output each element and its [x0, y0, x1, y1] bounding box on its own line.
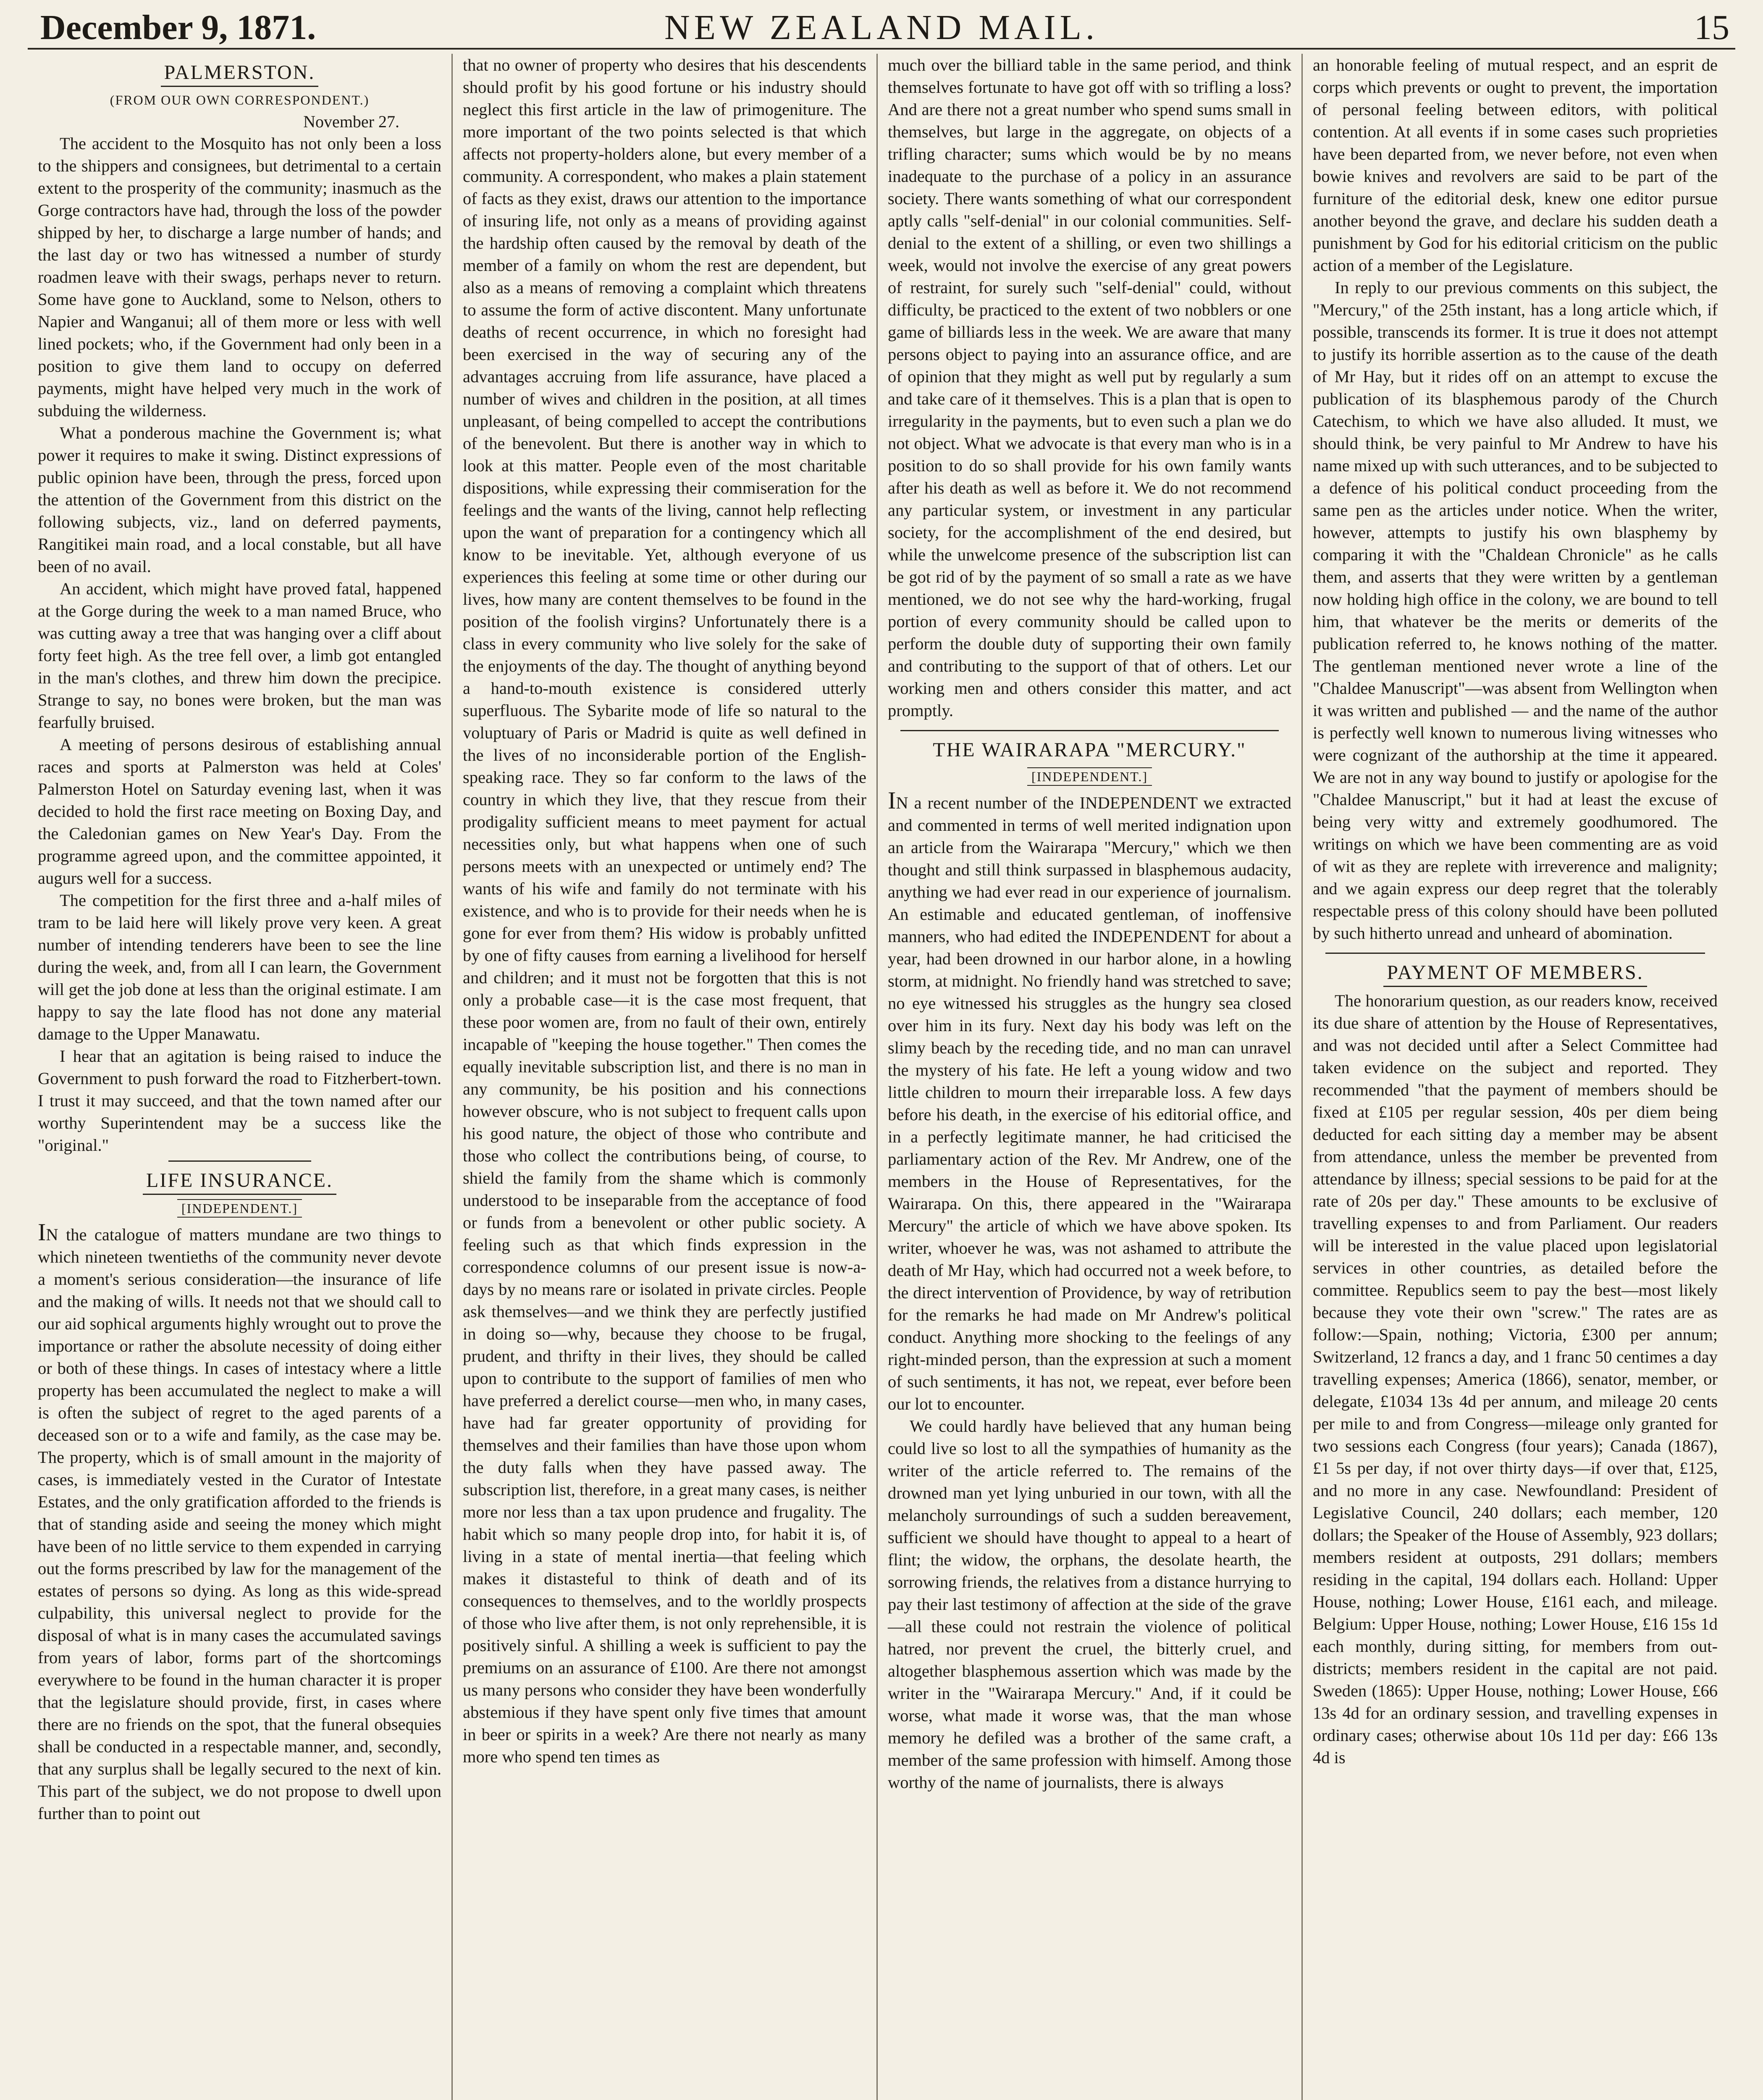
- article-heading-palmerston: PALMERSTON.: [38, 60, 441, 87]
- drop-capital: I: [38, 1218, 46, 1246]
- paragraph: much over the billiard table in the same period, and think themselves fortunate to have got off with so trifling a loss? And are there not a great number who spend sums small in themselves, but large in the aggregate, on objects of a trifling character; sums which would be by no means inadequate to the purchase of a policy in an assurance society. There wants something of what our correspondent aptly calls "self-denial" in our colonial communities. Self-denial to the extent of a shilling, or even two shillings a week, would not involve the exercise of any great powers of restraint, for surely such "self-denial" could, without difficulty, be practiced to the extent of two nobblers or one game of billiards less in the week. We are aware that many persons object to paying into an assurance office, and are of opinion that they might as well put by regularly a sum and take care of it themselves. This is a plan that is open to irregularity in the payments, but to even such a plan we do not object. What we advocate is that every man who is in a position to do so shall provide for his own family wants after his death as well as before it. We do not recommend any particular system, or investment in any particular society, for the accomplishment of the end desired, but while the unwelcome presence of the subscription list can be got rid of by the payment of so small a rate as we have mentioned, we do not see why the hard-working, frugal portion of every community should be called upon to perform the double duty of supporting their own family and contributing to the support of that of others. Let our working men and others consider this matter, and act promptly.: [888, 55, 1291, 720]
- article-dateline: November 27.: [303, 112, 399, 131]
- column-3: [878, 54, 1303, 2100]
- paragraph: I hear that an agitation is being raised to induce the Government to push forward the road to Fitzherbert-town. I trust it may succeed, and that the town named after our worthy Superintendent may be a success like the "original.": [38, 1047, 441, 1155]
- masthead: [28, 8, 1735, 50]
- paragraph: The honorarium question, as our readers know, received its due share of attention by the House of Representatives, and was not decided until after a Select Committee had taken evidence on the subject and reported. They recommended "that the payment of members should be fixed at £105 per regular session, 40s per diem being deducted for each sitting day a member may be absent from attendance, unless the member be prevented from attendance by illness; special sessions to be paid for at the rate of 20s per day." These amounts to be exclusive of travelling expenses to and from Parliament. Our readers will be interested in the value placed upon legislatorial services in other countries, as detailed before the committee. Republics seem to pay the best—most likely because they vote their own "screw." The rates are as follow:—Spain, nothing; Victoria, £300 per annum; Switzerland, 12 francs a day, and 1 franc 50 centimes a day travelling expenses; America (1866), senator, member, or delegate, £1034 13s 4d per annum, and mileage 20 cents per mile to and from Congress—mileage only granted for two sessions each Congress (four years); Canada (1867), £1 5s per day, if not over thirty days—if over that, £125, and no more in any case. Newfoundland: President of Legislative Council, 240 dollars; each member, 120 dollars; the Speaker of the House of Assembly, 923 dollars; members resident at outposts, 291 dollars; members residing in the capital, 194 dollars each. Holland: Upper House, nothing; Lower House, £161 each, and mileage. Belgium: Upper House, nothing; Lower House, £16 15s 1d each monthly, during sitting, for members from out-districts; members resident in the capital are not paid. Sweden (1865): Upper House, nothing; Lower House, £66 13s 4d for an ordinary session, and travelling expenses in ordinary cases; otherwise about 10s 11d per day: £66 13s 4d is: [1313, 991, 1718, 1767]
- article-columns: [28, 54, 1735, 2100]
- paragraph: The competition for the first three and a-half miles of tram to be laid here will likely prove very keen. A great number of intending tenderers have been to see the line during the week, and, from all I can learn, the Government will get the job done at less than the original estimate. I am happy to say the late flood has not done any material damage to the Upper Manawatu.: [38, 891, 441, 1043]
- paragraph: that no owner of property who desires that his descendents should profit by his good fortune or his industry should neglect this first article in the law of primogeniture. The more important of the two points selected is that which affects not property-holders alone, but every member of a community. A correspondent, who makes a plain statement of facts as they exist, draws our attention to the importance of insuring life, not only as a means of providing against the hardship often caused by the removal by death of the member of a family on whom the rest are dependent, but also as a means of removing a complaint which threatens to assume the form of active discontent. Many unfortunate deaths of recent occurrence, in which no foresight had been exercised in the way of securing any of the advantages accruing from life assurance, have placed a number of wives and children in the position, at all times unpleasant, of being compelled to accept the contributions of the benevolent. But there is another way in which to look at this matter. People even of the most charitable dispositions, while expressing their commiseration for the feelings and the wants of the living, cannot help reflecting upon the want of preparation for a contingency which all know to be inevitable. Yet, although everyone of us experiences this feeling at some time or other during our lives, how many are content themselves to be found in the position of the foolish virgins? Unfortunately there is a class in every community who live solely for the sake of the enjoyments of the day. The thought of anything beyond a hand-to-mouth existence is considered utterly superfluous. The Sybarite mode of life so natural to the voluptuary of Paris or Madrid is quite as well defined in the lives of no inconsiderable portion of the English-speaking race. They so far conform to the laws of the country in which they live, that they rescue from their prodigality sufficient means to meet payment for actual necessities only, but what happens when one of such persons meets with an unexpected or untimely end? The wants of his wife and family do not terminate with his existence, and who is to provide for their needs when he is gone for ever from them? His widow is probably unfitted by one of fifty causes from earning a livelihood for herself and children; and it must not be forgotten that this is not only a probable case—it is the case most frequent, that these poor women are, from no fault of their own, entirely incapable of "keeping the house together." Then comes the equally inevitable subscription list, and there is no man in any community, be his position and his connections however obscure, who is not subject to frequent calls upon his good nature, the object of those who contribute and those who collect the contributions being, of course, to shield the family from the shame which is commonly understood to be inseparable from the acceptance of food or funds from a benevolent or other public society. A feeling such as that which finds expression in the correspondence columns of our present issue is now-a-days by no means rare or isolated in private circles. People ask themselves—and we think they are perfectly justified in doing so—why, because they choose to be frugal, prudent, and thrifty in their lives, they should be called upon to contribute to the support of families of men who have preferred a derelict course—men who, in many cases, have had far greater opportunity of providing for themselves and their families than have those upon whom the duty falls when they have passed away. The subscription list, therefore, in a great many cases, is neither more nor less than a tax upon prudence and frugality. The habit which so many people drop into, for habit it is, of living in a state of mental inertia—that feeling which makes it distasteful to think of death and of its consequences to themselves, and to the worldly prospects of those who live after them, is not only reprehensible, it is positively sinful. A shilling a week is sufficient to pay the premiums on an assurance of £100. Are there not amongst us many persons who consider they have been wonderfully abstemious if they have spent only five times that amount in beer or spirits in a week? Are there not nearly as many more who spend ten times as: [463, 55, 866, 1766]
- column-2: [453, 54, 878, 2100]
- paragraph: What a ponderous machine the Government is; what power it requires to make it swing. Distinct expressions of public opinion have been, through the press, forced upon the attention of the Government from this district on the following subjects, viz., land on deferred payments, Rangitikei main road, and a local constable, but all have been of no avail.: [38, 423, 441, 576]
- drop-capital: I: [888, 787, 896, 814]
- paragraph: [38, 1218, 441, 1824]
- article-source: (FROM OUR OWN CORRESPONDENT.): [110, 92, 370, 108]
- issue-date: December 9, 1871.: [40, 8, 316, 47]
- paragraph: The accident to the Mosquito has not only been a loss to the shippers and consignees, but detrimental to a certain extent to the prosperity of the community; inasmuch as the Gorge contractors have had, through the loss of the powder shipped by her, to discharge a large number of hands; and the last day or two has witnessed a number of sturdy roadmen leave with their swags, perhaps never to return. Some have gone to Auckland, some to Nelson, others to Napier and Wanganui; all of them more or less with well lined pockets; who, if the Government had only been in a position to give them land to occupy on deferred payments, might have helped very much in the work of subduing the wilderness.: [38, 134, 441, 420]
- paragraph: A meeting of persons desirous of establishing annual races and sports at Palmerston was held at Coles' Palmerston Hotel on Saturday evening last, when it was decided to hold the first race meeting on Boxing Day, and the Caledonian games on New Year's Day. From the programme agreed upon, and the committee appointed, it augurs well for a success.: [38, 735, 441, 887]
- article-source: [INDEPENDENT.]: [1027, 767, 1152, 786]
- paragraph: An accident, which might have proved fatal, happened at the Gorge during the week to a man named Bruce, who was cutting away a tree that was hanging over a cliff about forty feet high. As the tree fell over, a limb got entangled in the man's clothes, and threw him down the precipice. Strange to say, no bones were broken, but the man was fearfully bruised.: [38, 579, 441, 732]
- paragraph: an honorable feeling of mutual respect, and an esprit de corps which prevents or ought to prevent, the importation of personal feeling between editors, with political contention. At all events if in some cases such proprieties have been departed from, we never before, not even when bowie knives and revolvers are said to be part of the furniture of the editorial desk, knew one editor pursue another beyond the grave, and declare his sudden death a punishment by God for his editorial criticism on the public action of a member of the Legislature.: [1313, 55, 1718, 275]
- article-heading-wairarapa-mercury: THE WAIRARAPA "MERCURY.": [933, 739, 1246, 761]
- article-source: [INDEPENDENT.]: [177, 1199, 302, 1218]
- paragraph: In reply to our previous comments on this subject, the "Mercury," of the 25th instant, has a long article which, if possible, transcends its former. It is true it does not attempt to justify its horrible assertion as to the cause of the death of Mr Hay, but it rides off on an attempt to excuse the publication of its blasphemous parody of the Church Catechism, to which we have also alluded. It must, we should think, be very painful to Mr Andrew to have his name mixed up with such utterances, and to be subjected to a defence of his political conduct proceeding from the same pen as the articles under notice. When the writer, however, attempts to justify his own blasphemy by comparing it with the "Chaldean Chronicle" as he calls them, and asserts that they were written by a gentleman now holding high office in the colony, we are bound to tell him, that whatever be the merits or demerits of the publication referred to, he knows nothing of the matter. The gentleman mentioned never wrote a line of the "Chaldee Manuscript"—was absent from Wellington when it was written and published — and the name of the author is perfectly well known to numerous living witnesses who were cognizant of the authorship at the time it appeared. We are not in any way bound to justify or apologise for the "Chaldee Manuscript," but it had at least the excuse of being very witty and extremely goodhumored. The writings on which we have been commenting are as void of wit as they are replete with irreverence and malignity; and we again express our deep regret that the tolerably respectable press of this colony should have been polluted by such hitherto unread and unheard of abomination.: [1313, 278, 1718, 942]
- column-1: [28, 54, 453, 2100]
- article-heading-life-insurance: LIFE INSURANCE.: [38, 1168, 441, 1195]
- lead-text: N the catalogue of matters mundane are two things to which nineteen twentieths of the community never devote a moment's serious consideration—the insurance of life and the making of wills. It needs not that we should call to our aid sophical arguments highly wrought out to prove the importance or rather the absolute necessity of doing either or both of these things. In cases of intestacy where a little property has been accumulated the neglect to make a will is often the subject of regret to the aged parents of a deceased son or to a wife and family, as the case may be. The property, which is of small amount in the majority of cases, is immediately vested in the Curator of Intestate Estates, and the only gratification afforded to the friends is that of standing aside and seeing the money which might have been of no little service to them expended in carrying out the forms prescribed by law for the management of the estates of persons so dying. As long as this wide-spread culpability, this universal neglect to provide for the disposal of what is in many cases the accumulated savings from years of labor, forms part of the shortcomings everywhere to be found in the human character it is proper that the legislature should provide, first, in cases where there are no friends on the spot, that the funeral obsequies shall be conducted in a respectable manner, and, secondly, that any surplus shall be legally secured to the next of kin. This part of the subject, we do not propose to dwell upon further than to point out: [38, 1225, 441, 1823]
- column-4: [1303, 54, 1728, 2100]
- page-number: 15: [1694, 8, 1729, 47]
- article-heading-payment-of-members: PAYMENT OF MEMBERS.: [1313, 960, 1718, 987]
- paragraph: [888, 787, 1291, 1415]
- newspaper-title: NEW ZEALAND MAIL.: [664, 8, 1099, 47]
- section-divider: [900, 730, 1279, 731]
- section-divider: [168, 1160, 311, 1162]
- paragraph: We could hardly have believed that any human being could live so lost to all the sympathies of humanity as the writer of the article referred to. The remains of the drowned man yet lying unburied in our town, with all the melancholy surroundings of such a sudden bereavement, sufficient we should have thought to appeal to a heart of flint; the widow, the orphans, the desolate hearth, the sorrowing friends, the relatives from a distance hurrying to pay their last testimony of affection at the side of the grave—all these could not restrain the violence of political hatred, nor prevent the cruel, the bitterly cruel, and altogether blasphemous assertion which was made by the writer in the "Wairarapa Mercury." And, if it could be worse, what made it worse was, that the man whose memory he defiled was a brother of the same craft, a member of the same profession with himself. Among those worthy of the name of journalists, there is always: [888, 1417, 1291, 1792]
- lead-text: N a recent number of the INDEPENDENT we extracted and commented in terms of well merited indignation upon an article from the Wairarapa "Mercury," which we then thought and still think surpassed in blasphemous audacity, anything we had ever read in our experience of journalism. An estimable and educated gentleman, of inoffensive manners, who had edited the INDEPENDENT for about a year, had been drowned in our harbor alone, in a howling storm, at midnight. No friendly hand was stretched to save; no eye witnessed his struggles as the hungry sea closed over him in its fury. Next day his body was left on the slimy beach by the receding tide, and no man can unravel the mystery of his fate. He left a young widow and two little children to mourn their irreparable loss. A few days before his death, in the exercise of his editorial office, and in a perfectly legitimate manner, he had criticised the parliamentary action of the Rev. Mr Andrew, one of the members in the House of Representatives, for the Wairarapa. On this, there appeared in the "Wairarapa Mercury" the article of which we have above spoken. Its writer, whoever he was, was not ashamed to attribute the death of Mr Hay, which had occurred not a week before, to the direct intervention of Providence, by way of retribution for the remarks he had made on Mr Andrew's political conduct. Anything more shocking to the feelings of any right-minded person, than the expression at such a moment of such sentiments, it has not, we repeat, ever before been our lot to encounter.: [888, 793, 1291, 1413]
- section-divider: [1325, 953, 1705, 954]
